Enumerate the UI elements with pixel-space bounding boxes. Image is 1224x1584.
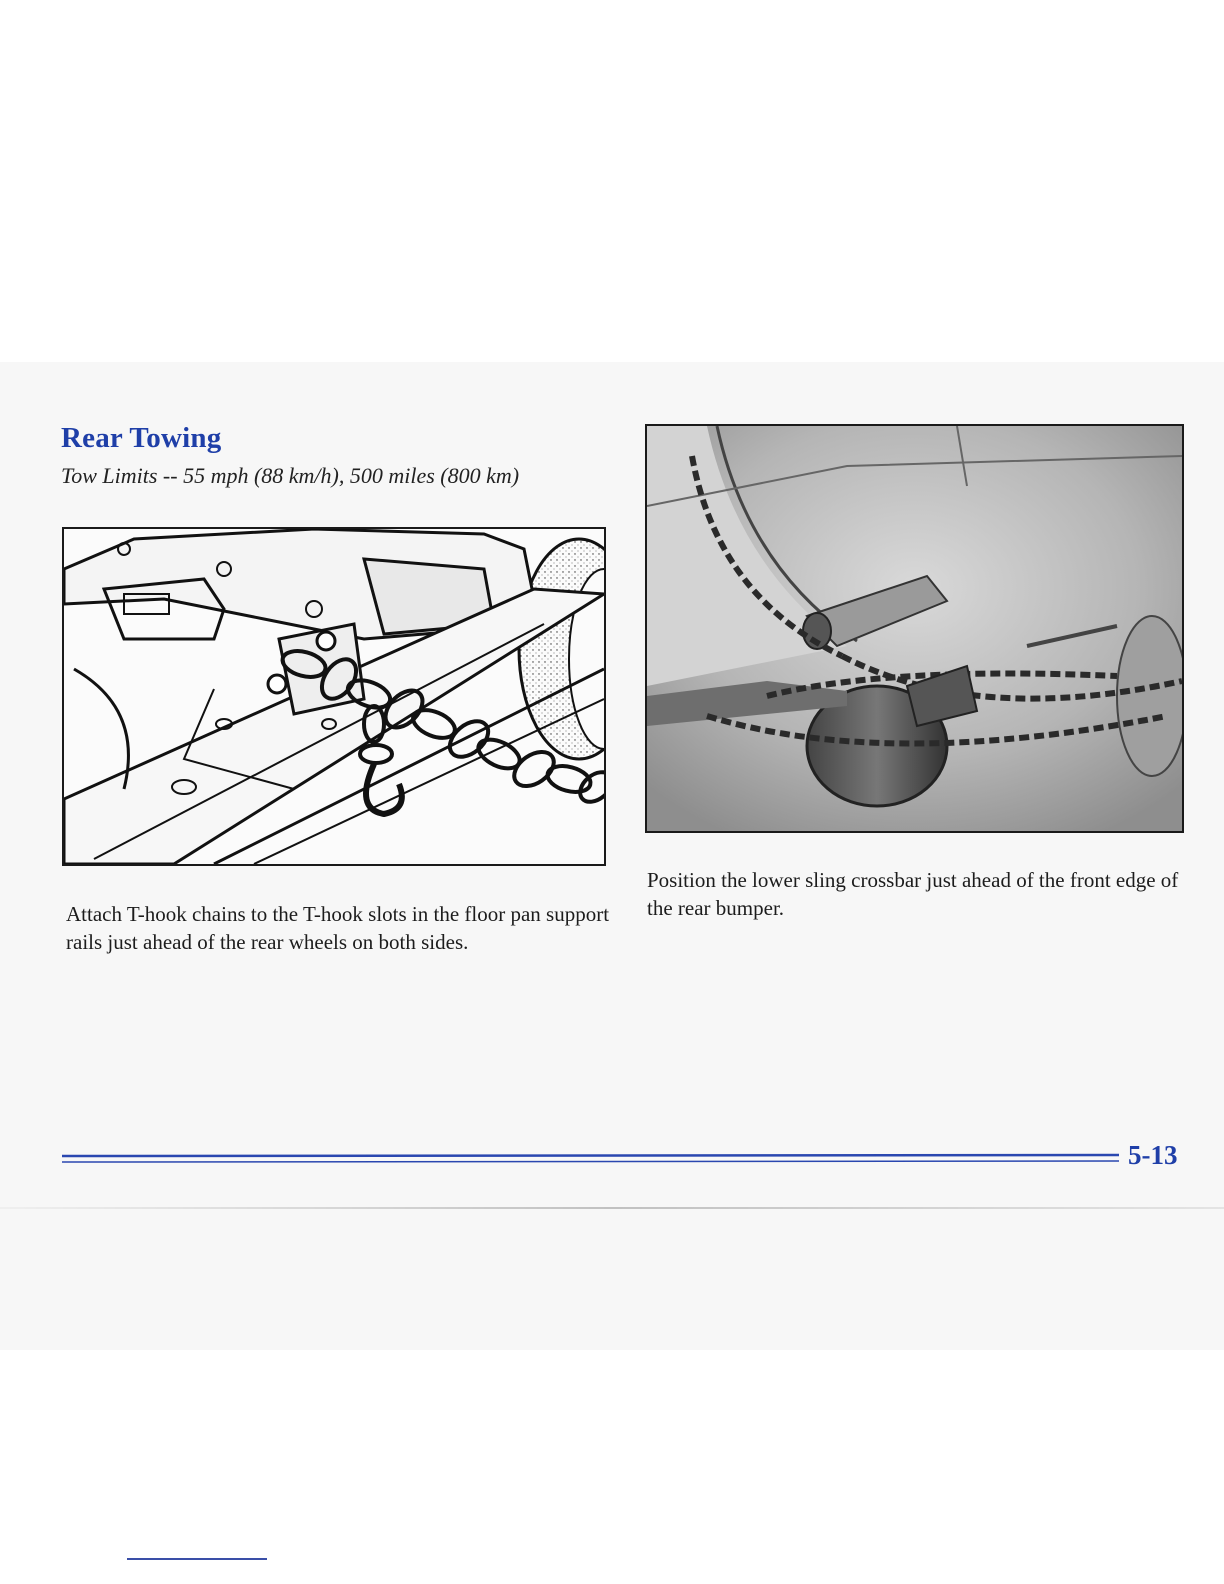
footnote-rule [127, 1558, 267, 1560]
t-hook-chain-illustration [62, 527, 606, 866]
sling-crossbar-drawing [647, 426, 1182, 831]
page-edge-rule [0, 1207, 1224, 1209]
page-number: 5-13 [1128, 1140, 1178, 1170]
section-title: Rear Towing [61, 422, 222, 454]
sling-crossbar-photo [645, 424, 1184, 833]
t-hook-chain-drawing [64, 529, 604, 864]
footer-rule [62, 1153, 1119, 1165]
tow-limits-text: Tow Limits -- 55 mph (88 km/h), 500 miles (800 km) [61, 463, 520, 488]
right-figure-caption: Position the lower sling crossbar just ahead of the front edge of the rear bumper. [647, 868, 1179, 920]
left-figure-caption: Attach T-hook chains to the T-hook slots in the floor pan support rails just ahead of the rear wheels on both sides. [66, 902, 610, 954]
